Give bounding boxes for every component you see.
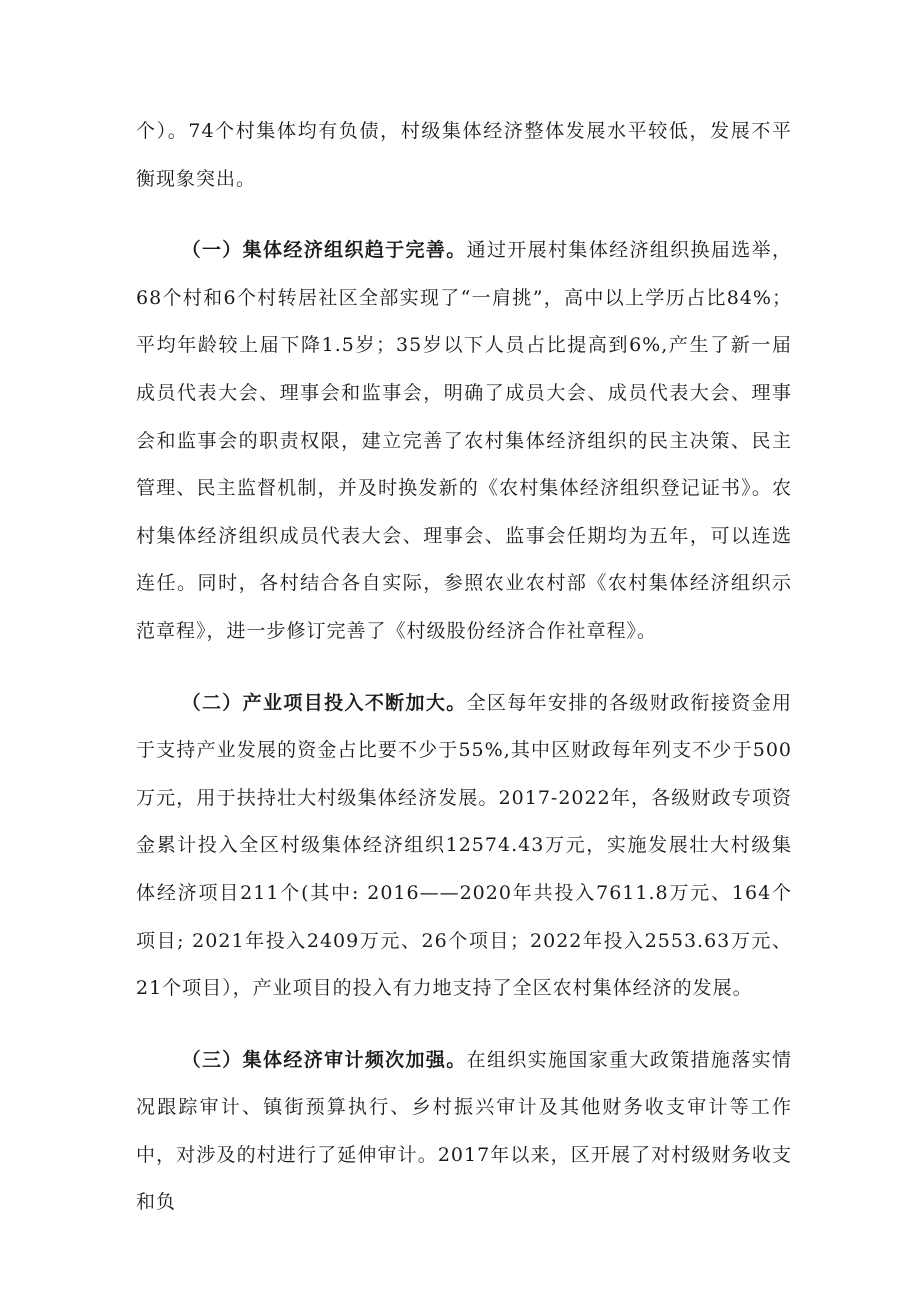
paragraph-section-3 <box>136 1037 792 1227</box>
section-2-text: 全区每年安排的各级财政衔接资金用于支持产业发展的资金占比要不少于55%,其中区财政每年列支不少于500万元，用于扶持壮大村级集体经济发展。2017-2022年，各级财政专项资金累计投入全区村级集体经济组织12574.43万元，实施发展壮大村级集体经济项目211个(其中: 2016——2020年共投入7611.8万元、164个项目; 2021年投入2409万元、26个项目；2022年投入2553.63万元、21个项目），产业项目的投入有力地支持了全区农村集体经济的发展。 <box>136 691 792 1000</box>
section-2-heading: （二）产业项目投入不断加大。 <box>181 691 467 714</box>
section-1-text: 通过开展村集体经济组织换届选举，68个村和6个村转居社区全部实现了“一肩挑”，高中以上学历占比84%；平均年龄较上届下降1.5岁；35岁以下人员占比提高到6%,产生了新一届成员代表大会、理事会和监事会，明确了成员大会、成员代表大会、理事会和监事会的职责权限，建立完善了农村集体经济组织的民主决策、民主管理、民主监督机制，并及时换发新的《农村集体经济组织登记证书》。农村集体经济组织成员代表大会、理事会、监事会任期均为五年，可以连选连任。同时，各村结合各自实际，参照农业农村部《农村集体经济组织示范章程》，进一步修订完善了《村级股份经济合作社章程》。 <box>136 239 792 642</box>
paragraph-intro <box>136 108 792 203</box>
section-3-text: 在组织实施国家重大政策措施落实情况跟踪审计、镇街预算执行、乡村振兴审计及其他财务收支审计等工作中，对涉及的村进行了延伸审计。2017年以来，区开展了对村级财务收支和负 <box>136 1048 792 1214</box>
paragraph-intro-text: 个）。74个村集体均有负债，村级集体经济整体发展水平较低，发展不平衡现象突出。 <box>136 120 792 190</box>
section-1-heading: （一）集体经济组织趋于完善。 <box>181 239 467 262</box>
section-3-heading: （三）集体经济审计频次加强。 <box>181 1048 467 1071</box>
paragraph-section-1 <box>136 227 792 655</box>
paragraph-section-2 <box>136 680 792 1013</box>
